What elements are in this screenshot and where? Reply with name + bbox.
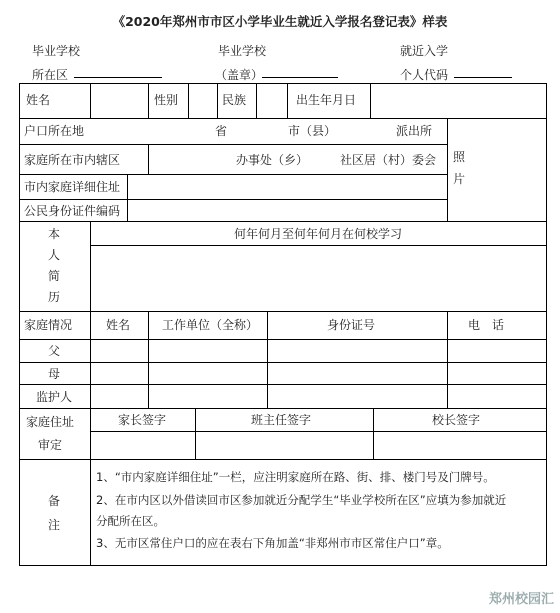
family-id-header: 身份证号	[327, 318, 376, 332]
resume-char-3: 简	[48, 269, 61, 283]
id-number-label: 公民身份证件编码	[24, 204, 121, 218]
address-verify-label-2: 审定	[38, 438, 63, 452]
notes-label-2: 注	[48, 518, 61, 532]
form-title: 《2020年郑州市市区小学毕业生就近入学报名登记表》样表	[112, 14, 448, 29]
watermark: 郑州校园汇	[488, 592, 554, 607]
photo-label-2: 片	[453, 172, 466, 186]
community-label: 社区居（村）委会	[340, 153, 437, 167]
note-1: 1、“市内家庭详细住址”一栏，应注明家庭所在路、街、排、楼门号及门牌号。	[96, 470, 495, 484]
personal-code-label: 个人代码	[400, 68, 449, 82]
resume-header: 何年何月至何年何月在何校学习	[234, 227, 403, 241]
photo-label-1: 照	[453, 150, 466, 164]
grad-school-label: 毕业学校	[32, 44, 81, 58]
birth-label: 出生年月日	[296, 93, 357, 107]
parent-sign-label: 家长签字	[118, 413, 167, 427]
family-name-header: 姓名	[106, 318, 131, 332]
office-label: 办事处（乡）	[236, 153, 309, 167]
resume-char-4: 历	[48, 290, 61, 304]
family-phone-header: 电 话	[468, 318, 505, 332]
guardian-label: 监护人	[36, 390, 73, 404]
family-label: 家庭情况	[24, 318, 73, 332]
name-label: 姓名	[26, 93, 51, 107]
family-work-header: 工作单位（全称）	[162, 318, 259, 332]
ethnicity-label: 民族	[222, 93, 247, 107]
principal-sign-label: 校长签字	[432, 413, 481, 427]
grad-school-label-2: 毕业学校	[218, 44, 267, 58]
teacher-sign-label: 班主任签字	[251, 413, 312, 427]
city-label: 市（县）	[288, 124, 337, 138]
address-verify-label-1: 家庭住址	[26, 415, 75, 429]
father-label: 父	[48, 344, 61, 358]
address-label: 市内家庭详细住址	[24, 180, 121, 194]
note-3: 3、无市区常住户口的应在表右下角加盖“非郑州市市区常住户口”章。	[96, 536, 449, 550]
province-label: 省	[215, 124, 228, 138]
district-label: 家庭所在市内辖区	[24, 153, 121, 167]
resume-char-2: 人	[48, 248, 61, 262]
hukou-label: 户口所在地	[24, 124, 85, 138]
note-2b: 分配所在区。	[96, 514, 165, 528]
police-station-label: 派出所	[396, 124, 433, 138]
nearby-label: 就近入学	[400, 44, 449, 58]
seal-label: （盖章）	[215, 68, 264, 82]
mother-label: 母	[48, 367, 61, 381]
resume-char-1: 本	[48, 227, 61, 241]
location-label: 所在区	[32, 68, 69, 82]
gender-label: 性别	[154, 93, 179, 107]
note-2a: 2、在市内区以外借读回市区参加就近分配学生“毕业学校所在区”应填为参加就近	[96, 493, 507, 507]
notes-label-1: 备	[48, 494, 61, 508]
